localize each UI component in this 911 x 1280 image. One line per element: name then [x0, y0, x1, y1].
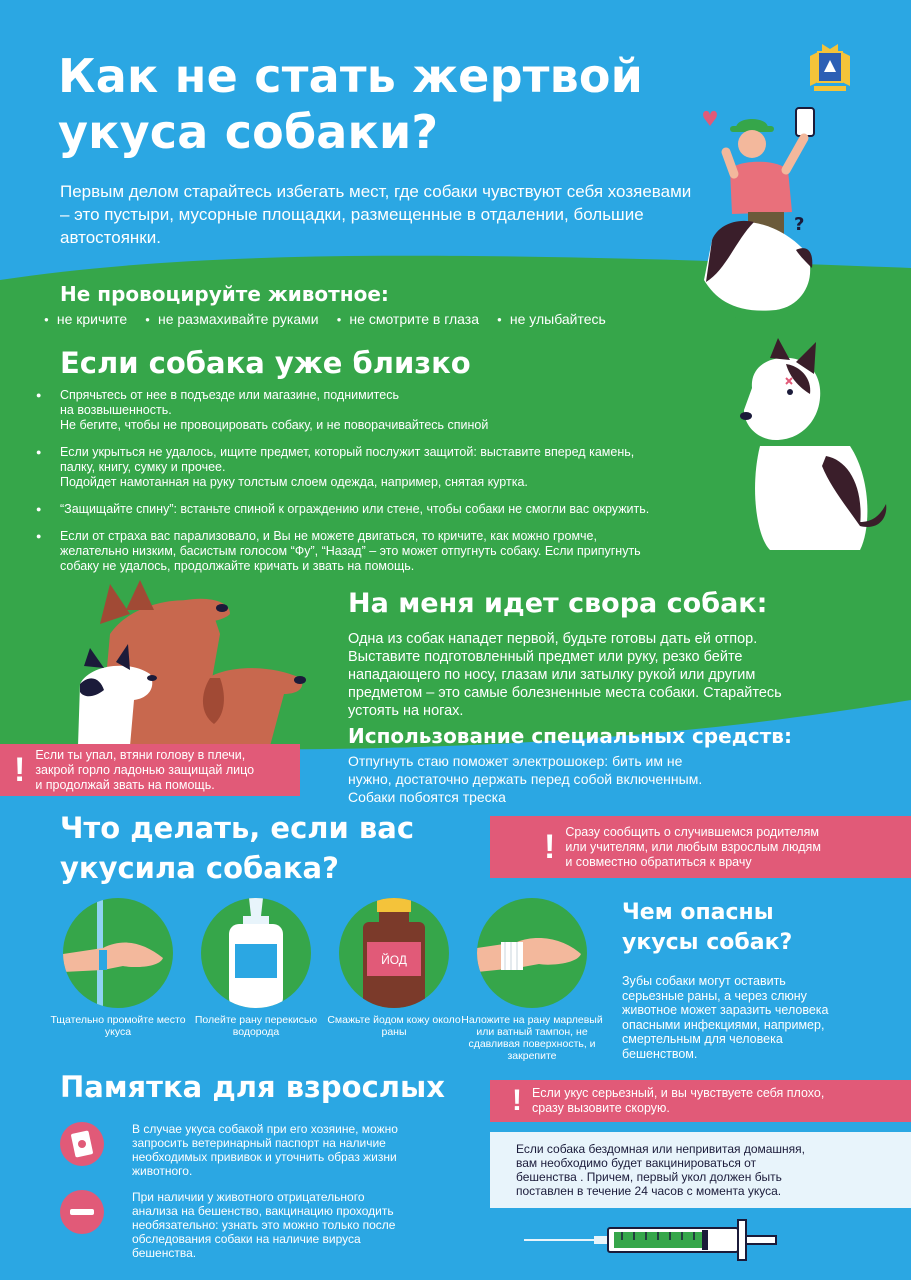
step-peroxide-circle: [201, 898, 311, 1008]
text-line: необходимых прививок и уточнить образ жизни: [132, 1150, 397, 1164]
text-line: Зубы собаки могут оставить: [622, 974, 786, 988]
woman-with-phone-illustration: [696, 100, 856, 320]
warning-line: Сразу сообщить о случившемся родителям: [565, 824, 819, 839]
intro-text: Первым делом старайтесь избегать мест, где собаки чувствуют себя хозяевами – это пустыри, мусорные площадки, размещенные в отдалении, большие автостоянки.: [60, 182, 692, 247]
bitten-heading: [60, 808, 414, 888]
dog-close-list: [36, 388, 756, 586]
text-line: Собаки побоятся треска: [348, 789, 506, 805]
dont-provoke-list: [44, 311, 744, 327]
list-line: Не бегите, чтобы не провоцировать собаку, и не поворачивайтесь спиной: [60, 418, 489, 432]
warning-line: сразу вызовите скорую.: [532, 1101, 670, 1115]
step-wash-circle: [63, 898, 173, 1008]
pack-heading: На меня идет свора собак:: [348, 588, 768, 619]
text-line: животное может заразить человека: [622, 1003, 829, 1017]
bandage-hand-icon: [477, 898, 587, 1008]
page-title: [58, 48, 718, 160]
step-caption: Полейте рану перекисью водорода: [194, 1014, 318, 1038]
list-item: [36, 445, 756, 490]
danger-heading: [622, 898, 792, 958]
minus-icon: [60, 1190, 104, 1234]
list-line: собаку не удалось, продолжайте кричать и звать на помощь.: [60, 559, 415, 573]
list-line: на возвышенность.: [60, 403, 172, 417]
text-line: обследования собаки на наличие вируса: [132, 1232, 361, 1246]
exclamation-icon: !: [512, 1084, 522, 1117]
warning-line: закрой горло ладонью защищай лицо: [35, 762, 255, 777]
list-item: [36, 388, 756, 433]
dont-provoke-heading: Не провоцируйте животное:: [60, 282, 389, 306]
dont-item: ● не смотрите в глаза: [337, 311, 479, 327]
passport-glyph: [60, 1122, 104, 1166]
text-line: устоять на ногах.: [348, 703, 464, 719]
ambulance-warning-box: [490, 1080, 911, 1122]
list-item: [36, 502, 756, 517]
text-line: При наличии у животного отрицательного: [132, 1190, 365, 1204]
syringe-icon: [524, 1218, 824, 1262]
iodine-label: ЙОД: [381, 953, 407, 967]
title-line-2: укуса собаки?: [58, 105, 439, 159]
list-line: Подойдет намотанная на руку толстым слоем одежда, например, снятая куртка.: [60, 475, 528, 489]
exclamation-icon: !: [544, 828, 556, 866]
text-line: нападающего по носу, глазам или затылку рукой или другим: [348, 667, 756, 683]
text-line: анализа на бешенство, вакцинацию проходить: [132, 1204, 394, 1218]
text-line: бешенства . Причем, первый укол должен быть: [516, 1170, 782, 1184]
dog-close-heading: Если собака уже близко: [60, 346, 471, 380]
special-means-heading: Использование специальных средств:: [348, 724, 792, 748]
peroxide-bottle-icon: [201, 898, 311, 1008]
dont-item: ● не кричите: [44, 311, 127, 327]
list-line: ● Если укрыться не удалось, ищите предмет, который послужит защитой: выставите вперед камень,: [60, 445, 635, 459]
step-caption: Тщательно промойте место укуса: [50, 1014, 186, 1038]
title-line-1: Как не стать жертвой: [58, 49, 644, 103]
list-line: палку, книгу, сумку и прочее.: [60, 460, 226, 474]
text-line: Отпугнуть стаю поможет электрошокер: бить им не: [348, 753, 683, 769]
list-item: [36, 529, 756, 574]
heading-line: Чем опасны: [622, 900, 774, 925]
special-means-text: [348, 752, 868, 806]
text-line: Если собака бездомная или непривитая домашняя,: [516, 1142, 806, 1156]
text-line: вам необходимо будет вакцинироваться от: [516, 1156, 757, 1170]
warning-line: Если ты упал, втяни голову в плечи,: [35, 747, 246, 762]
text-line: бешенства.: [132, 1246, 197, 1260]
report-warning-box: [490, 816, 911, 878]
text-line: поставлен в течение 24 часов с момента укуса.: [516, 1184, 782, 1198]
warning-line: или учителям, или любым взрослым людям: [565, 839, 821, 854]
hand-wash-icon: [63, 898, 173, 1008]
warning-line: Если укус серьезный, и вы чувствуете себя плохо,: [532, 1086, 825, 1100]
text-line: В случае укуса собакой при его хозяине, можно: [132, 1122, 398, 1136]
warning-line: и продолжай звать на помощь.: [35, 777, 215, 792]
text-line: запросить ветеринарный паспорт на наличие: [132, 1136, 386, 1150]
vet-passport-icon: [60, 1122, 104, 1166]
dont-item: ● не размахивайте руками: [145, 311, 318, 327]
list-line: ● Если от страха вас парализовало, и Вы не можете двигаться, то кричите, как можно громче,: [60, 529, 597, 543]
step-bandage-circle: [477, 898, 587, 1008]
dont-item: ● не улыбайтесь: [497, 311, 606, 327]
list-line: желательно низким, басистым голосом “Фу”, “Назад” – это может отпугнуть собаку. Если припугнуть: [60, 544, 641, 558]
iodine-bottle-icon: [339, 898, 449, 1008]
text-line: бешенством.: [622, 1046, 698, 1061]
list-line: ● Спрячьтесь от нее в подъезде или магазине, поднимитесь: [60, 388, 399, 402]
text-line: животного.: [132, 1164, 193, 1178]
text-line: Одна из собак нападет первой, будьте готовы дать ей отпор.: [348, 631, 758, 647]
memo-paragraph-2: [132, 1190, 452, 1260]
pack-of-dogs-illustration: [70, 574, 330, 746]
exclamation-icon: !: [14, 751, 26, 789]
vaccine-note-text: [516, 1142, 896, 1198]
list-line: ● “Защищайте спину”: встаньте спиной к ограждению или стене, чтобы собаки не смогли вас окружить.: [60, 502, 650, 516]
sitting-dog-illustration: [730, 336, 900, 558]
warning-line: и совместно обратиться к врачу: [565, 854, 752, 869]
text-line: необязательно: узнать это можно только после: [132, 1218, 396, 1232]
step-iodine-circle: [339, 898, 449, 1008]
memo-paragraph-1: [132, 1122, 452, 1178]
text-line: опасными инфекциями, например,: [622, 1017, 825, 1032]
vaccine-note-box: [490, 1132, 911, 1208]
text-line: серьезные раны, а через слюну: [622, 988, 807, 1003]
fall-warning-box: [0, 744, 300, 796]
text-line: смертельным для человека: [622, 1032, 783, 1046]
heading-line: Что делать, если вас: [60, 811, 415, 845]
memo-heading: Памятка для взрослых: [60, 1070, 445, 1104]
step-caption: Смажьте йодом кожу около раны: [327, 1014, 461, 1038]
danger-text: [622, 974, 892, 1061]
step-caption: Наложите на рану марлевый или ватный тампон, не сдавливая поверхность, и закрепите: [461, 1014, 603, 1062]
text-line: Выставите подготовленный предмет или руку, резко бейте: [348, 649, 743, 665]
heading-line: укусила собака?: [60, 851, 339, 885]
heading-line: укусы собак?: [622, 930, 793, 955]
text-line: предметом – это самые болезненные места собаки. Старайтесь: [348, 685, 782, 701]
pack-text: [348, 630, 888, 720]
text-line: нужно, достаточно держать перед собой включенным.: [348, 771, 703, 787]
svg-text:?: ?: [794, 214, 805, 235]
coat-of-arms-icon: [802, 42, 858, 94]
